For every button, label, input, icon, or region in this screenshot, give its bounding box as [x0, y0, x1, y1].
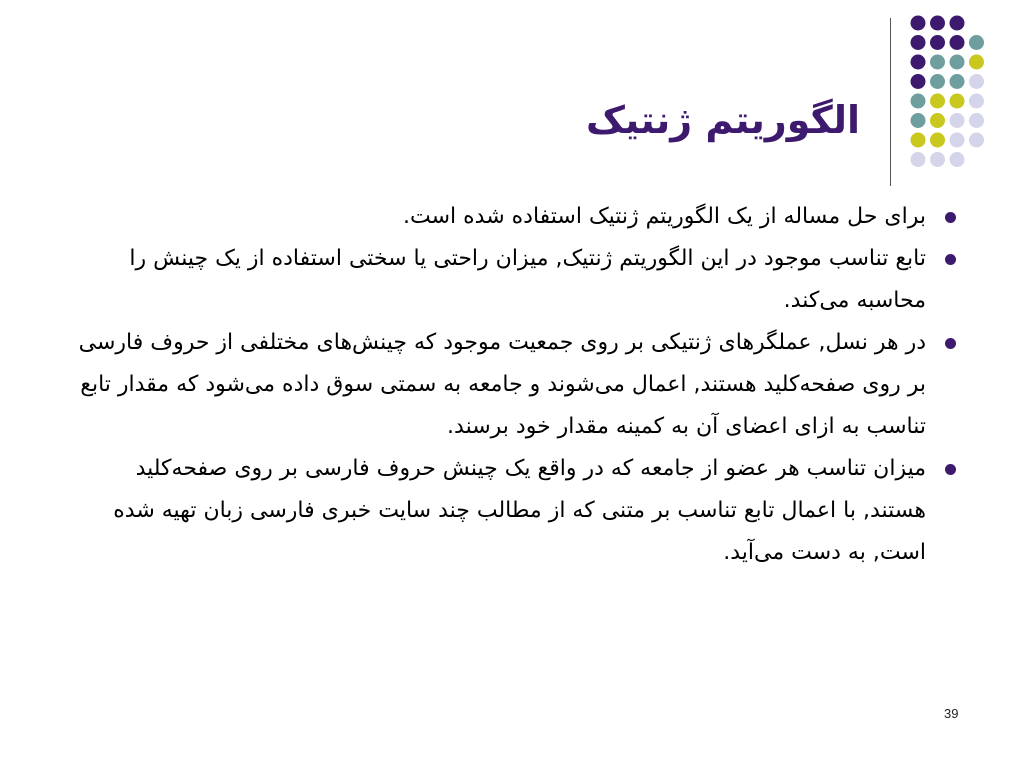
- decorative-dot: [950, 16, 965, 31]
- page-number: 39: [944, 706, 959, 721]
- decorative-dot: [911, 133, 926, 148]
- bullet-marker: [945, 464, 956, 475]
- decorative-dot: [930, 35, 945, 50]
- decorative-dot: [950, 133, 965, 148]
- decorative-dot: [911, 113, 926, 128]
- bullet-text: برای حل مساله از یک الگوریتم ژنتیک استفاده شده است.: [402, 204, 926, 229]
- bullet-list: [76, 196, 956, 574]
- bullet-item: [76, 322, 956, 448]
- decorative-dot: [950, 74, 965, 89]
- decorative-dot: [950, 55, 965, 70]
- decorative-dot: [930, 74, 945, 89]
- decorative-dot: [969, 94, 984, 109]
- bullet-item: [76, 238, 956, 322]
- decorative-dot: [969, 133, 984, 148]
- bullet-marker: [945, 338, 956, 349]
- decorative-dot: [930, 113, 945, 128]
- decorative-dot: [930, 94, 945, 109]
- decorative-dot: [911, 152, 926, 167]
- decorative-dot: [911, 94, 926, 109]
- decorative-dot: [930, 152, 945, 167]
- decorative-dot: [911, 35, 926, 50]
- decorative-dot: [930, 55, 945, 70]
- decorative-dot: [950, 94, 965, 109]
- title-divider-line: [890, 18, 891, 186]
- decorative-dot: [969, 55, 984, 70]
- decorative-dot: [969, 74, 984, 89]
- decorative-dot: [930, 16, 945, 31]
- bullet-item: [76, 448, 956, 574]
- bullet-text: در هر نسل, عملگرهای ژنتیکی بر روی جمعیت موجود که چینش‌های مختلفی از حروف فارسی بر روی صفحه‌کلید هستند, اعمال می‌شوند و جامعه به سمتی سوق داده می‌شود که مقدار تابع تناسب به ازای اعضای آن به کمینه مقدار خود برسند.: [78, 330, 926, 439]
- decorative-dot: [969, 113, 984, 128]
- decorative-dot: [950, 113, 965, 128]
- decorative-dot: [911, 55, 926, 70]
- bullet-marker: [945, 212, 956, 223]
- slide-title: الگوریتم ژنتیک: [586, 98, 860, 142]
- decorative-dot: [969, 35, 984, 50]
- decorative-dot: [930, 133, 945, 148]
- decorative-dot: [911, 74, 926, 89]
- decorative-dot: [950, 152, 965, 167]
- bullet-item: [76, 196, 956, 238]
- bullet-text: میزان تناسب هر عضو از جامعه که در واقع یک چینش حروف فارسی بر روی صفحه‌کلید هستند, با اعمال تابع تناسب بر متنی که از مطالب چند سایت خبری فارسی زبان تهیه شده است, به دست می‌آید.: [113, 456, 926, 565]
- decorative-dot: [950, 35, 965, 50]
- decorative-dot-grid: [0, 0, 1024, 200]
- bullet-text: تابع تناسب موجود در این الگوریتم ژنتیک, میزان راحتی یا سختی استفاده از یک چینش را محاسبه می‌کند.: [129, 246, 926, 313]
- bullet-marker: [945, 254, 956, 265]
- decorative-dot: [911, 16, 926, 31]
